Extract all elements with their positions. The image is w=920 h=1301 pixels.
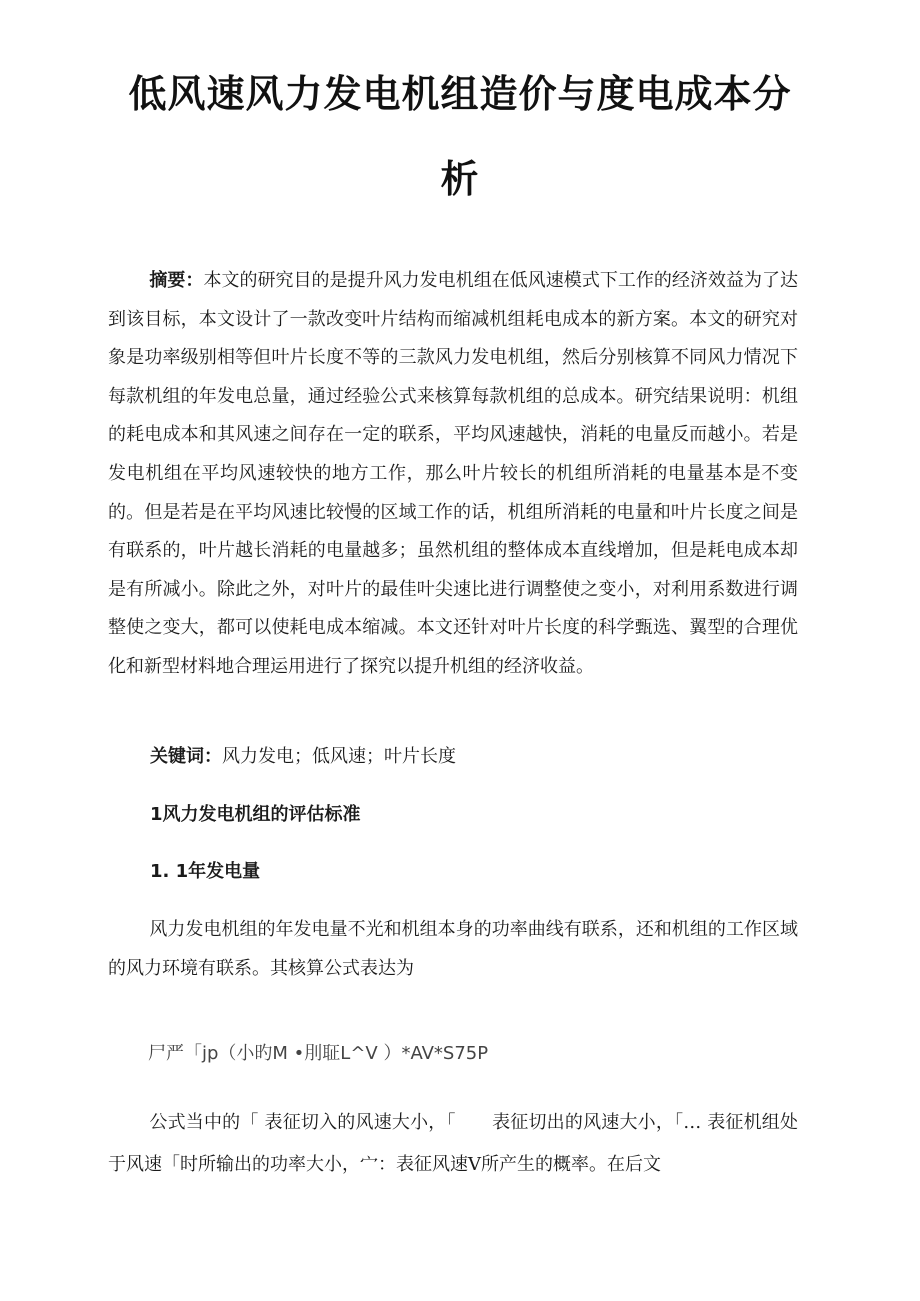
body-paragraph-annual-output: 风力发电机组的年发电量不光和机组本身的功率曲线有联系，还和机组的工作区域的风力环境有联系。其核算公式表达为 (108, 919, 798, 979)
abstract-paragraph (108, 262, 798, 687)
keywords-text: 风力发电；低风速；叶片长度 (222, 746, 456, 767)
keywords-label: 关键词： (150, 746, 222, 767)
abstract-text: 本文的研究目的是提升风力发电机组在低风速模式下工作的经济效益为了达到该目标，本文设计了一款改变叶片结构而缩减机组耗电成本的新方案。本文的研究对象是功率级别相等但叶片长度不等的三款风力发电机组，然后分别核算不同风力情况下每款机组的年发电总量，通过经验公式来核算每款机组的总成本。研究结果说明：机组的耗电成本和其风速之间存在一定的联系，平均风速越快，消耗的电量反而越小。若是发电机组在平均风速较快的地方工作，那么叶片较长的机组所消耗的电量基本是不变的。但是若是在平均风速比较慢的区域工作的话，机组所消耗的电量和叶片长度之间是有联系的，叶片越长消耗的电量越多；虽然机组的整体成本直线增加，但是耗电成本却是有所减小。除此之外，对叶片的最佳叶尖速比进行调整使之变小，对利用系数进行调整使之变大，都可以使耗电成本缩减。本文还针对叶片长度的科学甄选、翼型的合理优化和新型材料地合理运用进行了探究以提升机组的经济收益。 (108, 270, 799, 677)
section-heading: 1风力发电机组的评估标准 (150, 804, 361, 825)
document-title-line-1: 低风速风力发电机组造价与度电成本分 (128, 72, 792, 116)
subsection-heading: 1. 1年发电量 (150, 861, 261, 882)
abstract-label: 摘要： (149, 270, 204, 291)
body-paragraph-formula-explanation: 公式当中的「 表征切入的风速大小，「 表征切出的风速大小，「… 表征机组处于风速「时所输出的功率大小，宀：表征风速V所产生的概率。在后文 (108, 1112, 798, 1175)
document-title-line-2: 析 (440, 157, 480, 201)
formula-line: 尸严「jp（小旳M •刖聇L^V ）*AV*S75P (148, 1043, 489, 1064)
keywords-line (150, 745, 456, 769)
